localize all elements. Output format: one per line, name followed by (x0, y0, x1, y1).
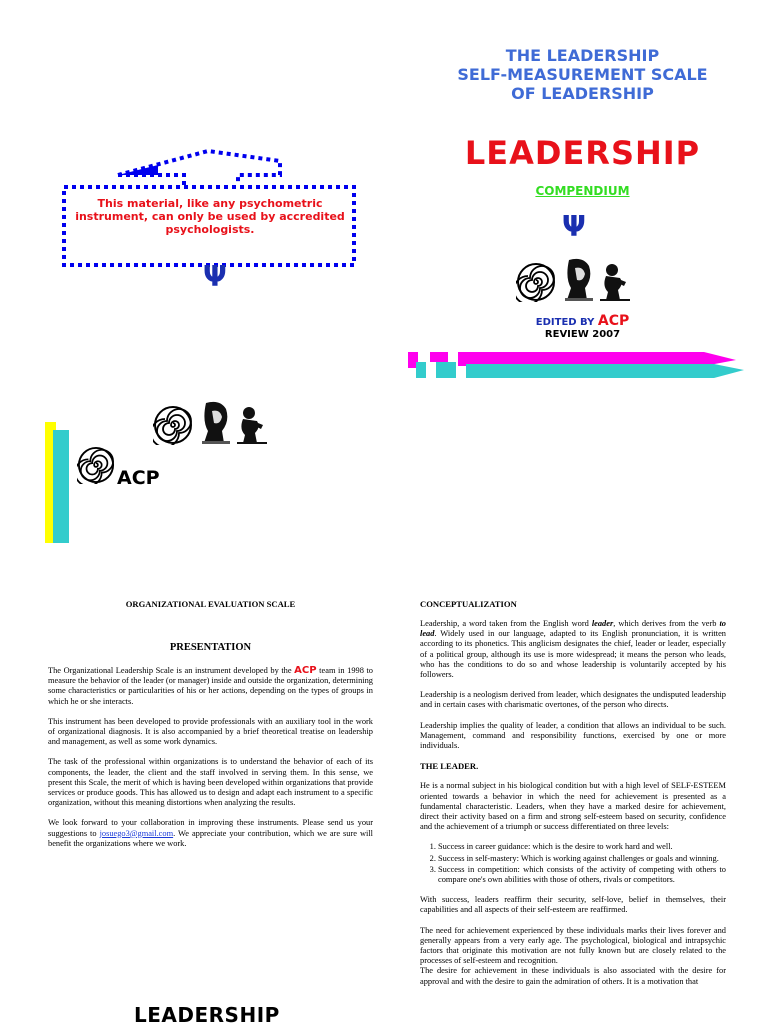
paragraph: The Organizational Leadership Scale is an instrument developed by the ACP team in 1998 to measure the behavior of the leader (or manager) inside and outside the organization, determining some characteristics or particularities of his or her actions, depending on the types of groups in which he or she interacts. (48, 665, 373, 706)
cover-title (420, 46, 745, 103)
list-item: 2. Success in self-mastery: Which is working against challenges or goals and winning. (438, 854, 726, 864)
psi-symbol: Ψ (562, 210, 586, 243)
email-link[interactable]: josuego3@gmail.com (99, 828, 174, 838)
presentation-title: PRESENTATION (169, 642, 252, 653)
acp-inline-brand: ACP (294, 665, 317, 676)
conceptualization-header: CONCEPTUALIZATION (420, 599, 517, 609)
thinker-figure-icon (235, 405, 269, 445)
paragraph: Leadership implies the quality of leader, a condition that allows an individual to be such. Management, command and responsibility functions, exercised by one or more individuals. (420, 720, 726, 751)
paragraph: The task of the professional within organizations is to understand the behavior of each of its components, the leader, the client and the staff involved in serving them. In this sense, we present this Scale, the merit of which is having been developed within organizations that provide services or produce goods. This has allowed us to design and adapt each instrument to a specific organization, without this meaning distortions when analyzing the results. (48, 757, 373, 808)
presentation-body (48, 666, 373, 859)
paragraph: With success, leaders reaffirm their security, self-love, belief in themselves, their capabilities and all aspects of their self-esteem are reaffirmed. (420, 895, 726, 915)
paragraph: This instrument has been developed to provide professionals with an auxiliary tool in the work of organizational diagnosis. It is also accompanied by a brief theoretical treatise on leadership and management, as well as some work dynamics. (48, 716, 373, 747)
cyan-bar (53, 430, 69, 543)
spiral-icon (153, 405, 193, 445)
success-levels-list (420, 842, 726, 885)
review-label: REVIEW 2007 (544, 329, 621, 340)
cover-title-line-2: SELF-MEASUREMENT SCALE (457, 65, 708, 84)
spiral-icon (516, 262, 556, 302)
edited-by-name: ACP (597, 313, 630, 329)
cover-main-title: LEADERSHIP (464, 134, 701, 172)
conceptualization-body (420, 619, 726, 997)
cover-title-line-1: THE LEADERSHIP (505, 46, 660, 65)
paragraph: Leadership, a word taken from the English word leader, which derives from the verb to lead. Widely used in our language, adapted to its English pronunciation, it is written according to its phonetics. This anglicism designates the chief, leader or leader, especially of a political group, although its use is more widespread; it means the person who leads, who has the conditions to do so and whose leadership is voluntarily accepted by his followers. (420, 619, 726, 680)
cover-title-line-3: OF LEADERSHIP (511, 84, 654, 103)
thinker-figure-icon (598, 262, 632, 302)
paragraph: The need for achievement experienced by these individuals marks their lives forever and generally appears from a very early age. The psychological, biological and intrapsychic factors that originate this motivation are not fully known but are closely related to the processes of self-esteem and recognition. (420, 925, 726, 966)
face-portrait-icon (563, 258, 595, 302)
decorative-bars-right (404, 350, 748, 382)
left-column-header: ORGANIZATIONAL EVALUATION SCALE (125, 599, 296, 609)
paragraph: The desire for achievement in these individuals is also associated with the desire for approval and with the desire to gain the admiration of others. It is a motivation that (420, 966, 726, 986)
bottom-title: LEADERSHIP (134, 1003, 280, 1027)
paragraph: Leadership is a neologism derived from leader, which designates the undisputed leadership and in certain cases with charismatic overtones, of the person who directs. (420, 690, 726, 710)
list-item: 1. Success in career guidance: which is the desire to work hard and well. (438, 842, 726, 852)
paragraph: We look forward to your collaboration in improving these instruments. Please send us your suggestions to josuego3@gmail.com. We appreciate your contribution, which we are sure will benefit the organizations where we work. (48, 818, 373, 848)
paragraph: He is a normal subject in his biological condition but with a high level of SELF-ESTEEM oriented towards a behavior in which the need for achievement is presented as a fundamental characteristic. Leaders, when they have a marked desire for achievement, direct their activity based on a firm and strong self-esteem based on security, confidence and the achievement of a triumph or success differentiated on three levels: (420, 781, 726, 832)
cover-subtitle: COMPENDIUM (535, 184, 630, 198)
list-item: 3. Success in competition: which consists of the activity of competing with others to compare one's own abilities with those of others, rivals or competitors. (438, 865, 726, 885)
the-leader-header: THE LEADER. (420, 761, 479, 772)
spiral-logo-icon (77, 446, 115, 484)
left-psi-symbol: Ψ (203, 260, 227, 293)
acp-logo-text: ACP (117, 467, 160, 489)
warning-notice: This material, like any psychometric instrument, can only be used by accredited psychologists. (75, 197, 345, 236)
edited-by (420, 313, 745, 329)
edited-by-label: EDITED BY (535, 317, 595, 328)
face-portrait-icon (200, 401, 232, 445)
